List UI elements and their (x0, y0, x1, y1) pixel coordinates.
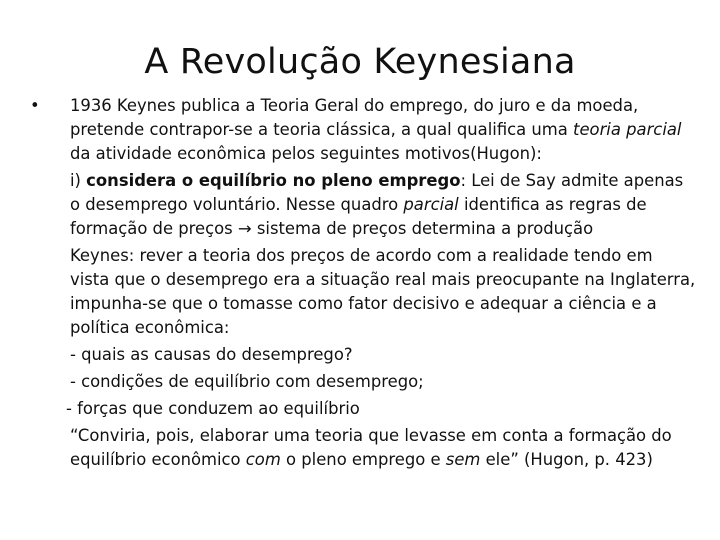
point-i-italic: parcial (403, 195, 459, 214)
question-causes-text: - quais as causas do desemprego? (70, 345, 353, 364)
point-i-bold: considera o equilíbrio no pleno emprego (86, 171, 461, 190)
quote-text-e: ele” (Hugon, p. 423) (480, 450, 653, 469)
quote-italic-sem: sem (445, 450, 481, 469)
question-conditions-text: - condições de equilíbrio com desemprego; (70, 372, 424, 391)
paragraph-point-i (70, 169, 696, 241)
point-i-text-c: : Lei de Say admite apenas o desemprego voluntário. Nesse quadro (70, 171, 684, 214)
question-forces (66, 397, 696, 421)
slide-body (30, 94, 696, 472)
keynes-text: Keynes: rever a teoria dos preços de acordo com a realidade tendo em vista que o desemprego era a situação real mais preocupante na Inglaterra, impunha-se que o tomasse como fator decisivo e adequar a ciência e a política econômica: (70, 246, 696, 337)
paragraph-intro (70, 94, 696, 166)
question-forces-text: - forças que conduzem ao equilíbrio (66, 399, 360, 418)
paragraph-keynes (70, 244, 696, 340)
intro-text-c: da atividade econômica pelos seguintes motivos(Hugon): (70, 144, 542, 163)
slide-title: A Revolução Keynesiana (144, 42, 576, 82)
intro-text-italic: teoria parcial (573, 120, 682, 139)
quote-italic-com: com (245, 450, 281, 469)
question-conditions (70, 370, 696, 394)
bullet-icon: • (30, 96, 40, 115)
point-i-text-e: identifica as regras de formação de preços → sistema de preços determina a produção (70, 195, 647, 238)
point-i-prefix: i) (70, 171, 87, 190)
question-causes (70, 343, 696, 367)
quote-hugon (70, 424, 696, 472)
quote-text-a: “Conviria, pois, elaborar uma teoria que levasse em conta a formação do equilíbrio econômico (70, 426, 672, 469)
intro-text-a: 1936 Keynes publica a Teoria Geral do emprego, do juro e da moeda, pretende contrapor-se a teoria clássica, a qual qualifica uma (70, 96, 639, 139)
quote-text-c: o pleno emprego e (280, 450, 446, 469)
